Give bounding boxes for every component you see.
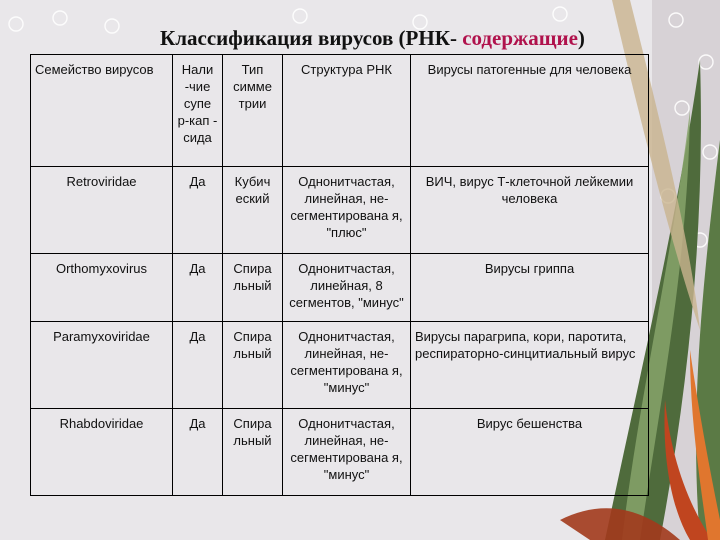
header-pathogenic-viruses: Вирусы патогенные для человека [411, 55, 649, 167]
header-supercapsid: Нали -чие супе р-кап - сида [173, 55, 223, 167]
cell-family: Paramyxoviridae [31, 321, 173, 408]
header-family: Семейство вирусов [31, 55, 173, 167]
table-header-row [31, 55, 649, 167]
header-symmetry: Тип симме трии [223, 55, 283, 167]
virus-classification-table [30, 54, 649, 496]
cell-pathogenic-viruses: ВИЧ, вирус Т-клеточной лейкемии человека [411, 167, 649, 254]
cell-rna-structure: Однонитчастая, линейная, не-сегментирована я, "минус" [283, 408, 411, 495]
cell-supercapsid: Да [173, 167, 223, 254]
cell-pathogenic-viruses: Вирусы гриппа [411, 254, 649, 322]
cell-family: Rhabdoviridae [31, 408, 173, 495]
cell-supercapsid: Да [173, 408, 223, 495]
table-row [31, 321, 649, 408]
cell-symmetry: Кубич еский [223, 167, 283, 254]
cell-rna-structure: Однонитчастая, линейная, не-сегментирована я, "минус" [283, 321, 411, 408]
page-title [160, 26, 585, 51]
cell-supercapsid: Да [173, 321, 223, 408]
cell-pathogenic-viruses: Вирус бешенства [411, 408, 649, 495]
title-main: Классификация вирусов (РНК- [160, 26, 463, 50]
cell-symmetry: Спира льный [223, 321, 283, 408]
cell-family: Orthomyxovirus [31, 254, 173, 322]
cell-supercapsid: Да [173, 254, 223, 322]
title-tail: ) [577, 26, 585, 50]
cell-symmetry: Спира льный [223, 408, 283, 495]
cell-family: Retroviridae [31, 167, 173, 254]
table-row [31, 408, 649, 495]
cell-pathogenic-viruses: Вирусы парагрипа, кори, паротита, респираторно-синцитиальный вирус [411, 321, 649, 408]
header-rna-structure: Структура РНК [283, 55, 411, 167]
table-row [31, 167, 649, 254]
cell-rna-structure: Однонитчастая, линейная, 8 сегментов, "минус" [283, 254, 411, 322]
cell-rna-structure: Однонитчастая, линейная, не-сегментирована я, "плюс" [283, 167, 411, 254]
title-accent: содержащие [462, 26, 578, 50]
cell-symmetry: Спира льный [223, 254, 283, 322]
table-row [31, 254, 649, 322]
